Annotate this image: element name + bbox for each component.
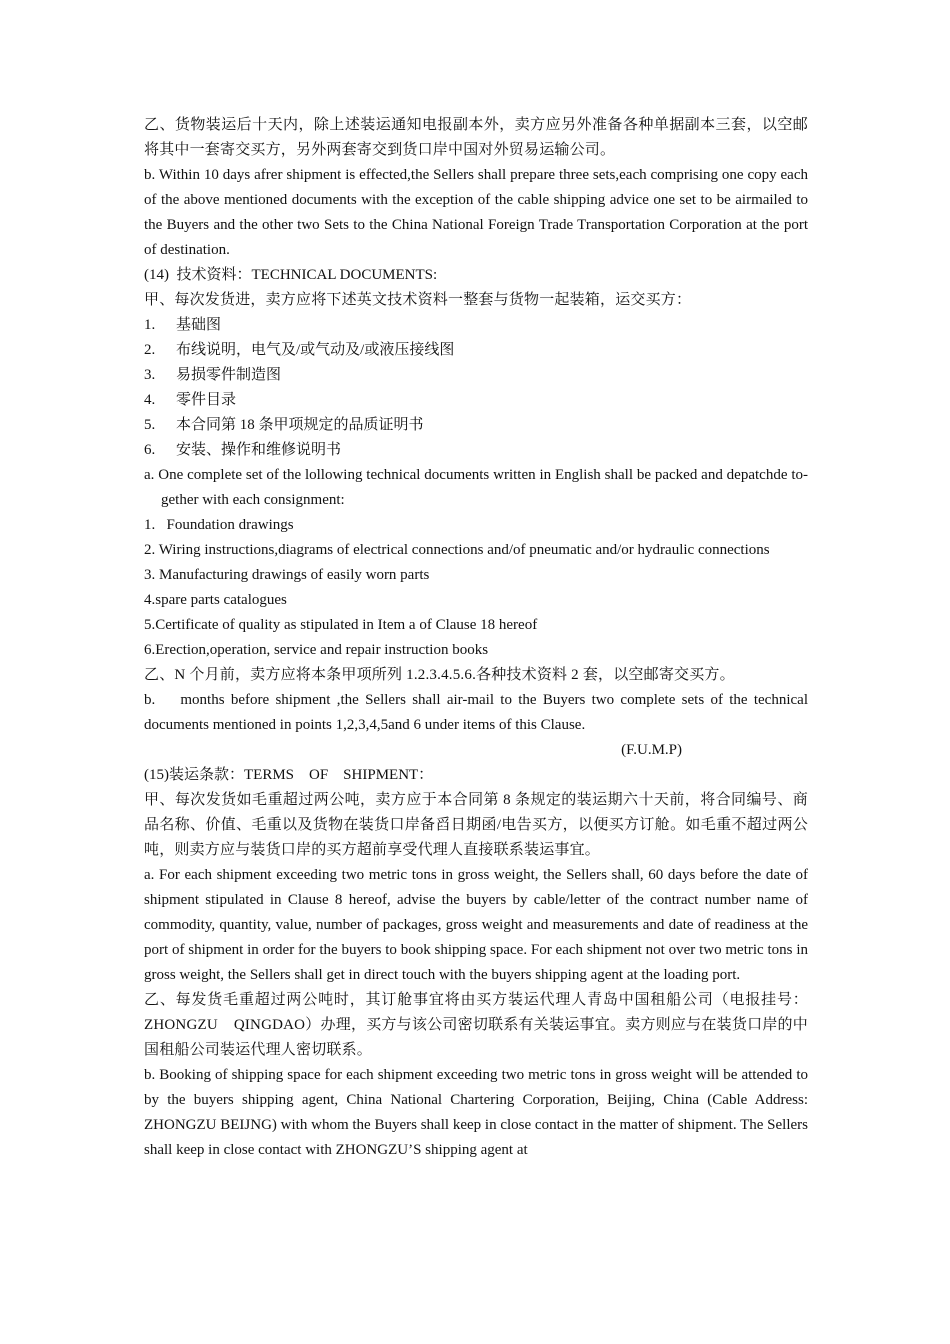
paragraph-zh-a3: 甲、每次发货如毛重超过两公吨，卖方应于本合同第 8 条规定的装运期六十天前，将合同编号、商品名称、价值、毛重以及货物在装货口岸备舀日期函/电告买方，以便买方订舱。如毛重不超过两公吨，则卖方应与装货口岸的买方超前享受代理人直接联系装运事宜。	[144, 792, 808, 858]
paragraph-en-a3: a. For each shipment exceeding two metric tons in gross weight, the Sellers shall, 60 days before the date of shipment stipulated in Clause 8 hereof, advise the buyers by cable/letter of the contract number name of commodity, quantity, value, number of packages, gross weight and measurements and date of readiness at the port of shipment in order for the buyers to book shipping space. For each shipment not over two metric tons in gross weight, the Sellers shall get in direct touch with the buyers shipping agent at the loading port.	[144, 867, 808, 983]
paragraph-zh-b2: 乙、N 个月前，卖方应将本条甲项所列 1.2.3.4.5.6.各种技术资料 2 套，以空邮寄交买方。	[144, 667, 735, 683]
fump-note: (F.U.M.P)	[621, 742, 682, 758]
list-item: 4.spare parts catalogues	[144, 592, 287, 608]
zh-document-list	[144, 313, 808, 463]
list-item: 5.Certificate of quality as stipulated in Item a of Clause 18 hereof	[144, 617, 538, 633]
list-item: 2. 布线说明，电气及/或气动及/或液压接线图	[144, 342, 455, 358]
paragraph-en-b3: b. Booking of shipping space for each shipment exceeding two metric tons in gross weight will be attended to by the buyers shipping agent, China National Chartering Corporation, Beijing, China (Cable Address: ZHONGZU BEIJNG) with whom the Buyers shall keep in close contact in the matter of shipment. The Sellers shall keep in close contact with ZHONGZU’S shipping agent at	[144, 1067, 808, 1158]
list-item: 1. Foundation drawings	[144, 517, 294, 533]
list-item: 3. Manufacturing drawings of easily worn parts	[144, 567, 430, 583]
paragraph-en-b2: b. months before shipment ,the Sellers shall air-mail to the Buyers two complete sets of the technical documents mentioned in points 1,2,3,4,5and 6 under items of this Clause.	[144, 692, 812, 733]
list-item: 6.Erection,operation, service and repair instruction books	[144, 642, 489, 658]
paragraph-en-b: b. Within 10 days afrer shipment is effected,the Sellers shall prepare three sets,each comprising one copy each of the above mentioned documents with the exception of the cable shipping advice one set to be airmailed to the Buyers and the other two Sets to the China National Foreign Trade Transportation Corporation at the port of destination.	[144, 167, 808, 258]
list-item: 5. 本合同第 18 条甲项规定的品质证明书	[144, 417, 424, 433]
section-heading-15: (15)装运条款：TERMS OF SHIPMENT：	[144, 767, 434, 783]
list-item: 2. Wiring instructions,diagrams of electrical connections and/of pneumatic and/or hydraulic connections	[144, 542, 770, 558]
en-document-list	[144, 513, 808, 663]
list-item: 4. 零件目录	[144, 392, 237, 408]
list-item: 1. 基础图	[144, 317, 222, 333]
document-page	[144, 113, 812, 1163]
list-item: 3. 易损零件制造图	[144, 367, 282, 383]
paragraph-en-a: a. One complete set of the lollowing technical documents written in English shall be packed and depatchde to-gether with each consignment:	[144, 467, 808, 508]
paragraph-zh-a: 甲、每次发货进，卖方应将下述英文技术资料一整套与货物一起装箱，运交买方：	[144, 292, 692, 308]
paragraph-zh-b: 乙、货物装运后十天内，除上述装运通知电报副本外，卖方应另外准备各种单据副本三套，以空邮将其中一套寄交买方，另外两套寄交到货口岸中国对外贸易运输公司。	[144, 117, 808, 158]
section-heading-14: (14) 技术资料：TECHNICAL DOCUMENTS:	[144, 267, 438, 283]
paragraph-zh-b3: 乙、每发货毛重超过两公吨时，其订舱事宜将由买方装运代理人青岛中国租船公司（电报挂号：ZHONGZU QINGDAO）办理，买方与该公司密切联系有关装运事宜。卖方则应与在装货口岸的中国租船公司装运代理人密切联系。	[144, 992, 808, 1058]
list-item: 6. 安装、操作和维修说明书	[144, 442, 342, 458]
